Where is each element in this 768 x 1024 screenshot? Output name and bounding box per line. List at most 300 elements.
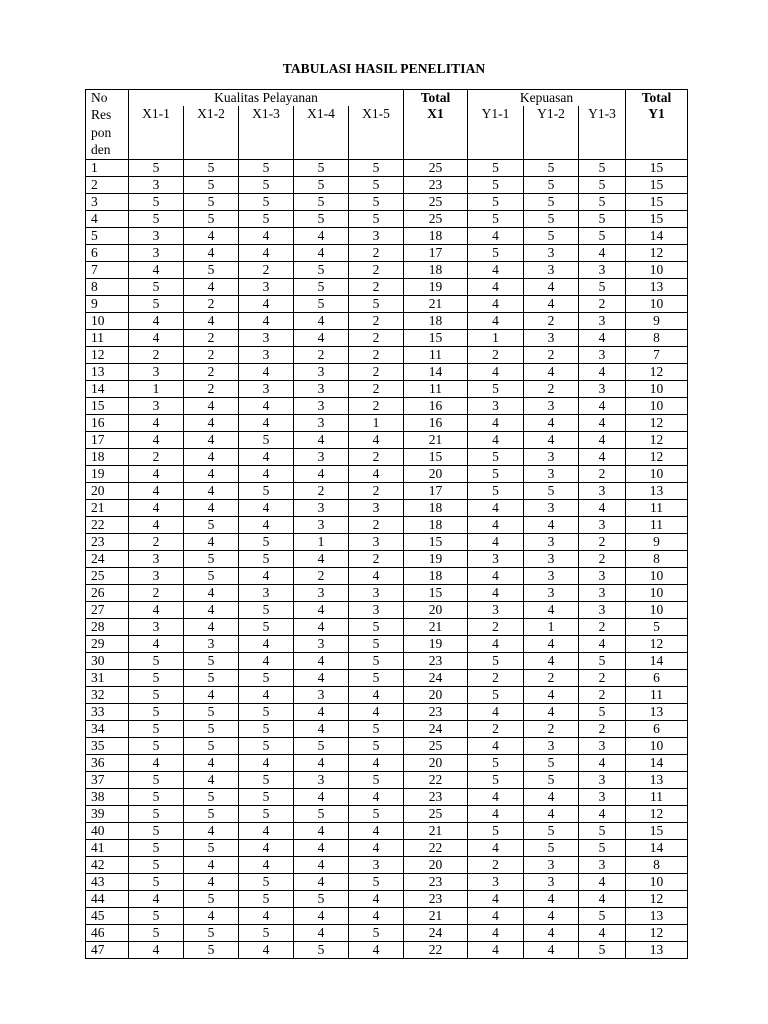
cell-x1-4: 5 xyxy=(294,261,349,278)
table-row xyxy=(86,873,688,890)
cell-x1-2: 4 xyxy=(184,278,239,295)
cell-y1-3: 5 xyxy=(579,703,626,720)
cell-x1-1: 4 xyxy=(129,516,184,533)
cell-no: 4 xyxy=(86,210,129,227)
cell-x1-2: 5 xyxy=(184,720,239,737)
cell-y1-1: 2 xyxy=(468,669,524,686)
cell-x1-3: 5 xyxy=(239,737,294,754)
cell-x1-3: 5 xyxy=(239,720,294,737)
cell-y1-1: 5 xyxy=(468,448,524,465)
cell-total-x1: 15 xyxy=(404,448,468,465)
cell-x1-3: 4 xyxy=(239,227,294,244)
header-x1-3: X1-3 xyxy=(239,106,294,159)
cell-y1-2: 2 xyxy=(524,380,579,397)
cell-x1-4: 1 xyxy=(294,533,349,550)
cell-total-y1: 15 xyxy=(626,210,688,227)
cell-y1-2: 2 xyxy=(524,669,579,686)
cell-x1-5: 5 xyxy=(349,737,404,754)
cell-no: 30 xyxy=(86,652,129,669)
cell-x1-5: 2 xyxy=(349,261,404,278)
cell-no: 33 xyxy=(86,703,129,720)
cell-y1-1: 4 xyxy=(468,414,524,431)
table-row xyxy=(86,771,688,788)
cell-x1-5: 4 xyxy=(349,941,404,958)
cell-x1-2: 5 xyxy=(184,516,239,533)
cell-y1-1: 4 xyxy=(468,941,524,958)
cell-no: 10 xyxy=(86,312,129,329)
cell-y1-3: 4 xyxy=(579,329,626,346)
cell-total-x1: 18 xyxy=(404,567,468,584)
cell-y1-3: 3 xyxy=(579,312,626,329)
cell-y1-2: 4 xyxy=(524,890,579,907)
cell-no: 22 xyxy=(86,516,129,533)
cell-y1-2: 4 xyxy=(524,907,579,924)
cell-x1-4: 2 xyxy=(294,346,349,363)
cell-y1-3: 5 xyxy=(579,278,626,295)
cell-y1-3: 3 xyxy=(579,788,626,805)
cell-y1-1: 4 xyxy=(468,635,524,652)
cell-no: 37 xyxy=(86,771,129,788)
cell-total-x1: 21 xyxy=(404,618,468,635)
cell-y1-1: 4 xyxy=(468,227,524,244)
cell-y1-2: 4 xyxy=(524,295,579,312)
cell-x1-2: 4 xyxy=(184,533,239,550)
cell-no: 11 xyxy=(86,329,129,346)
cell-x1-1: 5 xyxy=(129,159,184,176)
cell-x1-3: 4 xyxy=(239,397,294,414)
cell-x1-2: 2 xyxy=(184,329,239,346)
cell-x1-5: 2 xyxy=(349,278,404,295)
cell-x1-1: 5 xyxy=(129,873,184,890)
table-row xyxy=(86,414,688,431)
cell-total-x1: 18 xyxy=(404,227,468,244)
cell-total-y1: 13 xyxy=(626,703,688,720)
cell-x1-3: 5 xyxy=(239,431,294,448)
cell-x1-2: 5 xyxy=(184,567,239,584)
cell-y1-1: 4 xyxy=(468,516,524,533)
cell-y1-1: 4 xyxy=(468,839,524,856)
table-row xyxy=(86,601,688,618)
cell-y1-2: 5 xyxy=(524,210,579,227)
cell-x1-1: 5 xyxy=(129,652,184,669)
cell-total-x1: 18 xyxy=(404,499,468,516)
cell-no: 12 xyxy=(86,346,129,363)
cell-total-x1: 20 xyxy=(404,686,468,703)
cell-y1-2: 4 xyxy=(524,924,579,941)
cell-y1-1: 4 xyxy=(468,907,524,924)
cell-x1-5: 3 xyxy=(349,601,404,618)
cell-x1-4: 5 xyxy=(294,805,349,822)
cell-y1-1: 4 xyxy=(468,924,524,941)
cell-y1-3: 5 xyxy=(579,193,626,210)
table-row xyxy=(86,822,688,839)
cell-total-y1: 8 xyxy=(626,329,688,346)
table-row xyxy=(86,227,688,244)
cell-total-x1: 14 xyxy=(404,363,468,380)
cell-y1-3: 5 xyxy=(579,227,626,244)
cell-total-x1: 20 xyxy=(404,856,468,873)
cell-y1-1: 5 xyxy=(468,380,524,397)
cell-total-x1: 24 xyxy=(404,924,468,941)
cell-y1-3: 3 xyxy=(579,584,626,601)
cell-total-x1: 20 xyxy=(404,601,468,618)
cell-x1-3: 4 xyxy=(239,295,294,312)
cell-no: 5 xyxy=(86,227,129,244)
cell-x1-3: 5 xyxy=(239,618,294,635)
cell-x1-4: 5 xyxy=(294,278,349,295)
cell-y1-1: 2 xyxy=(468,618,524,635)
cell-total-x1: 21 xyxy=(404,822,468,839)
cell-x1-5: 5 xyxy=(349,176,404,193)
cell-y1-1: 5 xyxy=(468,176,524,193)
cell-x1-3: 3 xyxy=(239,584,294,601)
cell-x1-3: 5 xyxy=(239,533,294,550)
cell-x1-1: 1 xyxy=(129,380,184,397)
cell-x1-4: 4 xyxy=(294,822,349,839)
header-total-x-bottom: X1 xyxy=(404,106,468,159)
cell-x1-2: 4 xyxy=(184,244,239,261)
cell-y1-1: 5 xyxy=(468,822,524,839)
cell-y1-2: 5 xyxy=(524,482,579,499)
cell-x1-4: 4 xyxy=(294,669,349,686)
cell-total-y1: 14 xyxy=(626,652,688,669)
cell-x1-5: 5 xyxy=(349,193,404,210)
cell-x1-2: 5 xyxy=(184,941,239,958)
cell-x1-4: 5 xyxy=(294,159,349,176)
cell-y1-3: 5 xyxy=(579,822,626,839)
cell-x1-3: 4 xyxy=(239,516,294,533)
cell-y1-2: 3 xyxy=(524,550,579,567)
cell-y1-3: 4 xyxy=(579,873,626,890)
table-row xyxy=(86,754,688,771)
cell-y1-3: 4 xyxy=(579,431,626,448)
cell-y1-1: 3 xyxy=(468,601,524,618)
table-row xyxy=(86,805,688,822)
cell-x1-2: 4 xyxy=(184,227,239,244)
cell-y1-3: 2 xyxy=(579,720,626,737)
cell-y1-3: 4 xyxy=(579,244,626,261)
cell-no: 25 xyxy=(86,567,129,584)
cell-y1-1: 5 xyxy=(468,754,524,771)
cell-x1-2: 2 xyxy=(184,380,239,397)
cell-y1-2: 4 xyxy=(524,805,579,822)
cell-x1-3: 4 xyxy=(239,635,294,652)
table-row xyxy=(86,363,688,380)
cell-x1-4: 3 xyxy=(294,448,349,465)
cell-y1-2: 3 xyxy=(524,465,579,482)
cell-total-x1: 23 xyxy=(404,652,468,669)
cell-total-y1: 6 xyxy=(626,669,688,686)
cell-x1-2: 2 xyxy=(184,363,239,380)
cell-total-x1: 16 xyxy=(404,397,468,414)
cell-total-x1: 17 xyxy=(404,244,468,261)
cell-x1-1: 4 xyxy=(129,754,184,771)
cell-y1-3: 5 xyxy=(579,907,626,924)
table-row xyxy=(86,499,688,516)
header-row-1 xyxy=(86,90,688,107)
cell-total-y1: 15 xyxy=(626,176,688,193)
cell-y1-2: 4 xyxy=(524,788,579,805)
cell-y1-2: 3 xyxy=(524,329,579,346)
cell-total-x1: 25 xyxy=(404,805,468,822)
cell-total-y1: 13 xyxy=(626,482,688,499)
cell-x1-1: 4 xyxy=(129,890,184,907)
cell-y1-3: 4 xyxy=(579,890,626,907)
cell-total-y1: 14 xyxy=(626,839,688,856)
cell-y1-3: 2 xyxy=(579,686,626,703)
cell-total-x1: 20 xyxy=(404,754,468,771)
cell-no: 13 xyxy=(86,363,129,380)
cell-x1-4: 5 xyxy=(294,295,349,312)
cell-y1-1: 3 xyxy=(468,397,524,414)
cell-total-y1: 10 xyxy=(626,737,688,754)
table-row xyxy=(86,465,688,482)
cell-x1-1: 5 xyxy=(129,839,184,856)
table-row xyxy=(86,397,688,414)
cell-x1-1: 5 xyxy=(129,703,184,720)
cell-no: 43 xyxy=(86,873,129,890)
cell-y1-2: 5 xyxy=(524,771,579,788)
cell-x1-1: 5 xyxy=(129,907,184,924)
cell-y1-1: 5 xyxy=(468,193,524,210)
cell-y1-3: 5 xyxy=(579,159,626,176)
cell-x1-1: 5 xyxy=(129,737,184,754)
cell-x1-5: 2 xyxy=(349,244,404,261)
cell-x1-4: 3 xyxy=(294,584,349,601)
cell-total-x1: 11 xyxy=(404,346,468,363)
cell-no: 18 xyxy=(86,448,129,465)
cell-total-y1: 10 xyxy=(626,465,688,482)
cell-total-x1: 19 xyxy=(404,635,468,652)
cell-x1-2: 5 xyxy=(184,839,239,856)
cell-y1-1: 4 xyxy=(468,312,524,329)
cell-total-y1: 13 xyxy=(626,907,688,924)
cell-y1-3: 3 xyxy=(579,771,626,788)
table-row xyxy=(86,737,688,754)
cell-x1-2: 5 xyxy=(184,703,239,720)
cell-x1-4: 4 xyxy=(294,754,349,771)
cell-x1-1: 4 xyxy=(129,261,184,278)
cell-x1-1: 4 xyxy=(129,329,184,346)
cell-total-y1: 14 xyxy=(626,754,688,771)
cell-x1-5: 1 xyxy=(349,414,404,431)
cell-x1-2: 4 xyxy=(184,754,239,771)
cell-no: 29 xyxy=(86,635,129,652)
cell-x1-3: 4 xyxy=(239,907,294,924)
cell-y1-1: 5 xyxy=(468,652,524,669)
cell-no: 8 xyxy=(86,278,129,295)
cell-y1-2: 4 xyxy=(524,686,579,703)
cell-y1-3: 3 xyxy=(579,482,626,499)
cell-y1-3: 3 xyxy=(579,737,626,754)
cell-x1-1: 2 xyxy=(129,346,184,363)
cell-y1-1: 4 xyxy=(468,261,524,278)
cell-x1-5: 5 xyxy=(349,924,404,941)
cell-no: 28 xyxy=(86,618,129,635)
cell-x1-3: 4 xyxy=(239,822,294,839)
cell-y1-2: 5 xyxy=(524,839,579,856)
cell-y1-1: 5 xyxy=(468,686,524,703)
cell-y1-3: 4 xyxy=(579,805,626,822)
cell-y1-3: 4 xyxy=(579,448,626,465)
cell-total-y1: 9 xyxy=(626,312,688,329)
cell-x1-4: 4 xyxy=(294,431,349,448)
cell-x1-4: 5 xyxy=(294,193,349,210)
cell-y1-3: 2 xyxy=(579,669,626,686)
cell-y1-1: 2 xyxy=(468,346,524,363)
cell-x1-1: 2 xyxy=(129,584,184,601)
cell-x1-4: 2 xyxy=(294,567,349,584)
header-no: No xyxy=(86,90,129,107)
cell-x1-2: 3 xyxy=(184,635,239,652)
cell-y1-2: 5 xyxy=(524,193,579,210)
cell-no: 41 xyxy=(86,839,129,856)
cell-y1-1: 4 xyxy=(468,890,524,907)
cell-x1-2: 4 xyxy=(184,873,239,890)
cell-total-x1: 25 xyxy=(404,210,468,227)
cell-x1-3: 3 xyxy=(239,278,294,295)
cell-no: 38 xyxy=(86,788,129,805)
cell-y1-2: 5 xyxy=(524,822,579,839)
header-row-2 xyxy=(86,106,688,159)
cell-x1-4: 3 xyxy=(294,686,349,703)
table-row xyxy=(86,703,688,720)
cell-y1-1: 4 xyxy=(468,805,524,822)
cell-x1-4: 4 xyxy=(294,618,349,635)
cell-y1-1: 4 xyxy=(468,278,524,295)
cell-y1-2: 3 xyxy=(524,584,579,601)
header-x1-2: X1-2 xyxy=(184,106,239,159)
cell-x1-5: 4 xyxy=(349,465,404,482)
cell-total-y1: 10 xyxy=(626,584,688,601)
cell-total-y1: 12 xyxy=(626,448,688,465)
cell-no: 34 xyxy=(86,720,129,737)
table-row xyxy=(86,431,688,448)
cell-no: 39 xyxy=(86,805,129,822)
cell-x1-2: 5 xyxy=(184,159,239,176)
cell-total-y1: 13 xyxy=(626,771,688,788)
cell-y1-2: 3 xyxy=(524,261,579,278)
cell-x1-1: 4 xyxy=(129,482,184,499)
table-body xyxy=(86,159,688,958)
cell-x1-2: 4 xyxy=(184,907,239,924)
cell-y1-3: 3 xyxy=(579,261,626,278)
cell-total-x1: 25 xyxy=(404,159,468,176)
cell-x1-4: 4 xyxy=(294,924,349,941)
cell-total-y1: 15 xyxy=(626,822,688,839)
cell-x1-3: 5 xyxy=(239,159,294,176)
cell-y1-1: 4 xyxy=(468,295,524,312)
cell-x1-1: 4 xyxy=(129,431,184,448)
cell-y1-2: 3 xyxy=(524,873,579,890)
cell-x1-1: 4 xyxy=(129,414,184,431)
cell-x1-5: 4 xyxy=(349,703,404,720)
cell-total-x1: 23 xyxy=(404,890,468,907)
cell-total-x1: 22 xyxy=(404,941,468,958)
cell-no: 47 xyxy=(86,941,129,958)
cell-no: 15 xyxy=(86,397,129,414)
cell-total-x1: 21 xyxy=(404,295,468,312)
cell-y1-1: 4 xyxy=(468,737,524,754)
cell-x1-5: 2 xyxy=(349,329,404,346)
cell-no: 44 xyxy=(86,890,129,907)
table-row xyxy=(86,482,688,499)
cell-y1-3: 4 xyxy=(579,414,626,431)
cell-no: 23 xyxy=(86,533,129,550)
header-y1-1: Y1-1 xyxy=(468,106,524,159)
cell-total-y1: 10 xyxy=(626,873,688,890)
cell-y1-2: 4 xyxy=(524,516,579,533)
cell-x1-2: 4 xyxy=(184,856,239,873)
cell-no: 14 xyxy=(86,380,129,397)
cell-x1-5: 4 xyxy=(349,788,404,805)
cell-y1-1: 5 xyxy=(468,210,524,227)
cell-total-y1: 9 xyxy=(626,533,688,550)
cell-x1-3: 5 xyxy=(239,210,294,227)
cell-total-x1: 21 xyxy=(404,907,468,924)
cell-x1-5: 4 xyxy=(349,754,404,771)
cell-x1-5: 2 xyxy=(349,363,404,380)
cell-x1-2: 5 xyxy=(184,261,239,278)
cell-total-y1: 5 xyxy=(626,618,688,635)
cell-y1-2: 3 xyxy=(524,244,579,261)
cell-y1-2: 3 xyxy=(524,499,579,516)
cell-total-y1: 10 xyxy=(626,261,688,278)
cell-x1-1: 3 xyxy=(129,363,184,380)
table-row xyxy=(86,856,688,873)
cell-x1-5: 2 xyxy=(349,397,404,414)
table-row xyxy=(86,550,688,567)
cell-x1-4: 3 xyxy=(294,397,349,414)
cell-x1-3: 4 xyxy=(239,941,294,958)
cell-no: 35 xyxy=(86,737,129,754)
table-row xyxy=(86,839,688,856)
cell-y1-2: 3 xyxy=(524,737,579,754)
cell-x1-3: 4 xyxy=(239,312,294,329)
cell-y1-2: 5 xyxy=(524,176,579,193)
cell-total-y1: 7 xyxy=(626,346,688,363)
cell-y1-1: 3 xyxy=(468,550,524,567)
cell-x1-2: 4 xyxy=(184,465,239,482)
table-row xyxy=(86,176,688,193)
cell-total-x1: 22 xyxy=(404,771,468,788)
cell-total-x1: 15 xyxy=(404,329,468,346)
cell-total-y1: 12 xyxy=(626,414,688,431)
cell-no: 32 xyxy=(86,686,129,703)
cell-x1-4: 5 xyxy=(294,176,349,193)
cell-y1-1: 4 xyxy=(468,584,524,601)
cell-x1-5: 5 xyxy=(349,805,404,822)
cell-y1-1: 4 xyxy=(468,788,524,805)
cell-x1-3: 5 xyxy=(239,771,294,788)
cell-x1-5: 2 xyxy=(349,380,404,397)
cell-x1-5: 4 xyxy=(349,431,404,448)
cell-no: 45 xyxy=(86,907,129,924)
cell-x1-4: 5 xyxy=(294,737,349,754)
cell-y1-3: 3 xyxy=(579,380,626,397)
cell-x1-3: 5 xyxy=(239,601,294,618)
cell-x1-4: 3 xyxy=(294,380,349,397)
cell-y1-3: 4 xyxy=(579,924,626,941)
cell-x1-2: 4 xyxy=(184,618,239,635)
cell-y1-3: 3 xyxy=(579,601,626,618)
table-row xyxy=(86,380,688,397)
table-row xyxy=(86,295,688,312)
cell-y1-3: 5 xyxy=(579,652,626,669)
results-table xyxy=(85,89,688,959)
cell-x1-2: 4 xyxy=(184,771,239,788)
cell-x1-4: 4 xyxy=(294,856,349,873)
